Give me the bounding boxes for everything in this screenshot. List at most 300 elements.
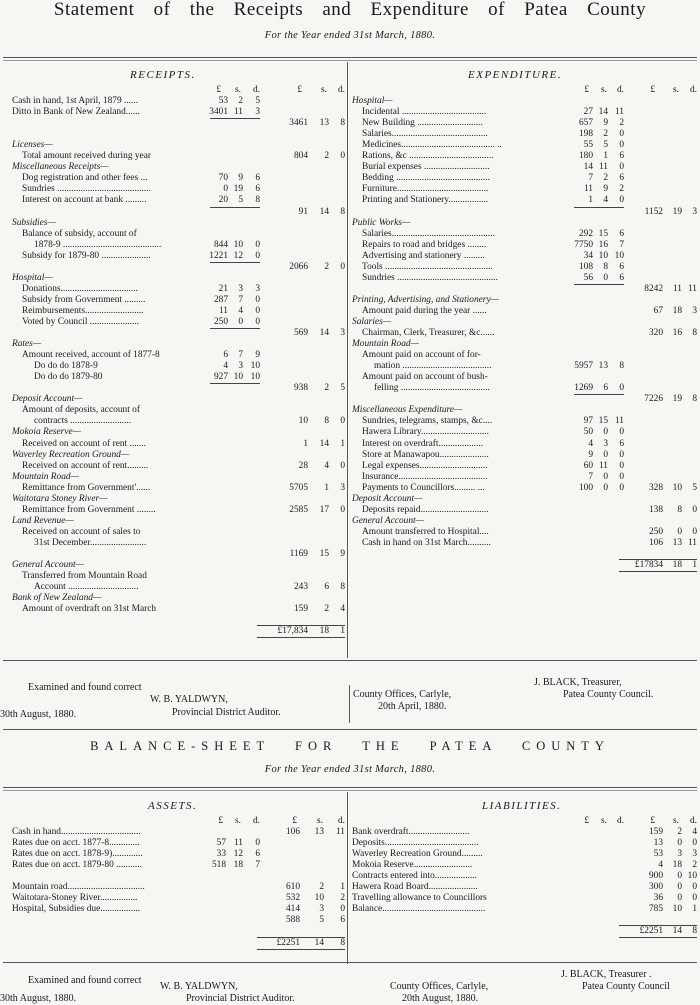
section-label: Mokoia Reserve— [12,427,81,438]
ledger-row [12,273,345,284]
amount-cell: 7 [588,471,593,482]
amount-cell: 532 [285,893,300,904]
section-label: Printing, Advertising, and Stationery— [352,294,499,305]
amount-cell: 10 [233,239,243,250]
ledger-row [352,450,697,461]
ledger-row [12,96,345,107]
amount-cell: 10 [233,372,243,383]
amount-cell: 159 [648,827,663,838]
currency-symbol: £ [650,85,655,95]
amount-cell: 11 [233,838,243,849]
amount-cell: 0 [255,250,260,261]
amount-cell: 4 [658,860,663,871]
amount-cell: 13 [319,118,329,129]
amount-cell: 0 [340,261,345,272]
ledger-row [12,107,345,118]
amount-cell: 1 [692,560,697,571]
row-label: Store at Manawapou..................... [362,449,489,460]
section-label: Land Revenue— [12,515,74,526]
amount-cell: 6 [255,184,260,195]
amount-cell: 804 [293,151,308,162]
subtotal-rule [574,284,624,285]
ledger-row [12,604,345,615]
ledger-row [12,195,345,206]
ledger-row [352,118,697,129]
row-label: Amount transferred to Hospital.... [362,526,489,537]
ledger-row [352,218,697,229]
page-subtitle: For the Year ended 31st March, 1880. [264,30,436,41]
section-label: General Account— [12,560,84,571]
currency-symbol: s. [673,816,679,826]
ledger-row [12,838,345,849]
amount-cell: 3 [255,283,260,294]
row-label: Total amount received during year [22,151,151,162]
amount-cell: 610 [285,882,300,893]
amount-cell: 10 [250,372,260,383]
currency-symbol: £ [216,85,221,95]
ledger-row [12,383,345,394]
amount-cell: 328 [648,482,663,493]
row-label: Incidental .................................... [362,107,487,118]
amount-cell: 11 [614,107,624,118]
ledger-row [352,516,697,527]
amount-cell: 3 [238,283,243,294]
currency-symbol: d. [616,85,624,95]
amount-cell: 14 [319,206,329,217]
amount-cell: 10 [314,893,324,904]
row-label: 31st December........................ [34,537,147,548]
amount-cell: 108 [578,261,593,272]
currency-symbol: £ [292,816,297,826]
ledger-row [12,893,345,904]
amount-cell: 10 [250,361,260,372]
subtotal-rule [210,118,260,119]
amount-cell: 18 [319,626,329,637]
page-title: Statement of the Receipts and Expenditure of Patea County [53,0,647,20]
ledger-row [12,483,345,494]
total-double-rule [257,637,345,638]
ledger-row [352,427,697,438]
ledger-row [12,849,345,860]
amount-cell: 53 [653,849,663,860]
ledger-row [12,339,345,350]
ledger-row [352,162,697,173]
amount-cell: 19 [672,206,682,217]
total-double-rule [619,937,697,938]
currency-symbol: d. [689,85,697,95]
amount-cell: 7226 [644,394,663,405]
ledger-row [12,372,345,383]
amount-cell: 55 [583,140,593,151]
row-label: Mokoia Reserve......................... [352,860,473,871]
bs-treasurer-title: Patea County Council [582,981,670,992]
amount-cell: 1169 [289,548,308,559]
bs-treasurer-name: J. BLACK, Treasurer . [561,969,652,980]
ledger-row [352,483,697,494]
ledger-row [12,240,345,251]
amount-cell: 5957 [574,361,593,372]
amount-cell: 8242 [644,283,663,294]
ledger-row [12,394,345,405]
amount-cell: 900 [648,871,663,882]
top-rule [3,57,697,58]
amount-cell: 2 [619,118,624,129]
ledger-row [352,251,697,262]
amount-cell: 0 [677,871,682,882]
bs-top-rule [3,787,697,788]
amount-cell: 938 [293,383,308,394]
currency-symbol: £ [650,816,655,826]
row-label: Deposits repaid............................. [362,504,489,515]
row-label: Interest on overdraft................... [362,438,484,449]
amount-cell: 180 [578,151,593,162]
amount-cell: 1 [692,904,697,915]
amount-cell: 8 [677,504,682,515]
currency-symbol: s. [673,85,679,95]
ledger-row [12,860,345,871]
ledger-row [12,882,345,893]
amount-cell: 12 [233,849,243,860]
ledger-row [12,229,345,240]
amount-cell: 6 [603,383,608,394]
bs-office-date: 20th August, 1880. [402,993,479,1004]
footer-rule [3,729,697,730]
amount-cell: 300 [648,882,663,893]
amount-cell: 1 [588,195,593,206]
amount-cell: 17 [319,504,329,515]
amount-cell: 8 [255,195,260,206]
ledger-row [12,361,345,372]
amount-cell: 13 [653,838,663,849]
amount-cell: 21 [218,283,228,294]
amount-cell: 16 [598,239,608,250]
amount-cell: 10 [672,482,682,493]
amount-cell: 4 [692,827,697,838]
amount-cell: 18 [233,860,243,871]
ledger-row [352,195,697,206]
amount-cell: 14 [319,328,329,339]
row-label: Remittance from Government'...... [22,482,151,493]
currency-symbol: d. [616,816,624,826]
amount-cell: 18 [672,560,682,571]
currency-header [352,816,697,827]
ledger-row [12,915,345,926]
row-label: Rates due on acct. 1877-8............. [12,838,140,849]
row-label: 1878-9 .......................................... [34,239,162,250]
ledger-row [12,140,345,151]
ledger-row [352,140,697,151]
amount-cell: 3 [340,328,345,339]
currency-symbol: s. [317,816,323,826]
amount-cell: 12 [233,250,243,261]
row-label: Hawera Library............................. [362,427,489,438]
total-row [12,626,345,637]
ledger-row [352,439,697,450]
amount-cell: 8 [340,582,345,593]
amount-cell: 0 [677,882,682,893]
amount-cell: 60 [583,460,593,471]
currency-symbol: s. [601,816,607,826]
section-label: Waverley Recreation Ground— [12,449,130,460]
row-label: Rates due on acct. 1879-80 ........... [12,860,142,871]
subtotal-rule [574,207,624,208]
row-label: Do do do 1878-9 [34,361,98,372]
top-rule-2 [3,60,697,61]
ledger-row [352,871,697,882]
currency-header [12,816,345,827]
row-label: Subsidy from Government ......... [22,294,146,305]
ledger-row [352,849,697,860]
amount-cell: 6 [619,272,624,283]
amount-cell: 0 [619,162,624,173]
row-label: contracts .......................... [34,416,132,427]
amount-cell: 0 [223,184,228,195]
amount-cell: £2251 [639,926,663,937]
row-label: Salaries............................................ [362,228,495,239]
expenditure-heading: EXPENDITURE. [468,69,563,81]
examined-text: Examined and found correct [28,682,142,693]
amount-cell: 11 [687,537,697,548]
row-label: Deposits........................................ [352,838,479,849]
amount-cell: 5 [340,383,345,394]
amount-cell: 11 [687,283,697,294]
currency-symbol: d. [337,816,345,826]
amount-cell: 3461 [289,118,308,129]
ledger-row [12,538,345,549]
ledger-row [12,516,345,527]
amount-cell: 414 [285,904,300,915]
amount-cell: 0 [677,838,682,849]
office-place: County Offices, Carlyle, [353,689,452,700]
amount-cell: 10 [672,904,682,915]
ledger-row [352,394,697,405]
subtotal-rule [210,262,260,263]
amount-cell: 7 [238,294,243,305]
row-label: Rations, &c .................................... [362,151,494,162]
ledger-row [352,405,697,416]
amount-cell: 14 [598,107,608,118]
amount-cell: 0 [255,294,260,305]
amount-cell: 13 [672,537,682,548]
currency-symbol: d. [252,816,260,826]
ledger-row [352,882,697,893]
ledger-row [352,350,697,361]
ledger-row [352,207,697,218]
ledger-row [12,450,345,461]
ledger-row [12,207,345,218]
section-label: Public Works— [352,217,411,228]
amount-cell: 0 [340,504,345,515]
currency-symbol: d. [337,85,345,95]
amount-cell: 0 [255,305,260,316]
section-label: Hospital— [12,272,53,283]
amount-cell: 11 [218,305,228,316]
amount-cell: 7 [619,239,624,250]
amount-cell: 8 [692,926,697,937]
total-rule [257,937,345,938]
amount-cell: 27 [583,107,593,118]
amount-cell: 0 [619,482,624,493]
amount-cell: 0 [619,195,624,206]
amount-cell: 11 [598,162,608,173]
subtotal-rule [210,328,260,329]
row-label: Cash in hand, 1st April, 1879 ...... [12,96,139,107]
row-label: Medicines........................................ .. [362,140,502,151]
amount-cell: 50 [583,427,593,438]
ledger-row [12,416,345,427]
amount-cell: 5705 [289,482,308,493]
amount-cell: 2 [319,882,324,893]
amount-cell: 9 [340,548,345,559]
row-label: Reimbursements......................... [22,305,144,316]
row-label: Amount of deposits, account of [22,405,140,416]
row-label: Voted by Council ..................... [22,316,140,327]
row-label: Remittance from Government ........ [22,504,156,515]
amount-cell: 7 [255,860,260,871]
amount-cell: 243 [293,582,308,593]
amount-cell: 6 [619,173,624,184]
ledger-row [12,582,345,593]
amount-cell: 3 [692,849,697,860]
section-label: Salaries— [352,316,392,327]
amount-cell: 2 [603,173,608,184]
amount-cell: 5 [319,915,324,926]
ledger-row [12,350,345,361]
amount-cell: 14 [314,937,324,948]
ledger-row [12,439,345,450]
amount-cell: 100 [578,482,593,493]
ledger-row [12,505,345,516]
expenditure-table [352,85,697,571]
row-label: Sundries ........................................ [22,184,151,195]
amount-cell: 11 [335,827,345,838]
amount-cell: 6 [619,438,624,449]
ledger-row [352,173,697,184]
amount-cell: 2 [324,151,329,162]
office-date: 20th April, 1880. [378,701,447,712]
row-label: Sundries ........................................... [362,272,498,283]
amount-cell: 0 [340,460,345,471]
amount-cell: 0 [340,904,345,915]
amount-cell: 0 [603,427,608,438]
row-label: Hospital, Subsidies due................. [12,904,141,915]
amount-cell: 2585 [289,504,308,515]
amount-cell: 3 [238,361,243,372]
ledger-row [12,317,345,328]
amount-cell: 15 [319,548,329,559]
ledger-row [352,838,697,849]
amount-cell: 0 [340,416,345,427]
ledger-row [352,527,697,538]
currency-symbol: £ [218,816,223,826]
ledger-row [352,538,697,549]
ledger-row [352,860,697,871]
amount-cell: 0 [619,471,624,482]
amount-cell: 1 [603,151,608,162]
amount-cell: 159 [293,604,308,615]
amount-cell: 7 [238,350,243,361]
amount-cell: 0 [619,460,624,471]
ledger-row [352,107,697,118]
amount-cell: 927 [213,372,228,383]
ledger-row [352,904,697,915]
amount-cell: 28 [298,460,308,471]
amount-cell: 4 [223,361,228,372]
amount-cell: 2066 [289,261,308,272]
ledger-row [352,129,697,140]
amount-cell: 0 [603,272,608,283]
amount-cell: 3 [319,904,324,915]
row-label: Received on account of rent......... [22,460,149,471]
row-label: Printing and Stationery................. [362,195,489,206]
amount-cell: 6 [255,849,260,860]
row-label: felling ...................................... [374,383,490,394]
currency-symbol: d. [689,816,697,826]
amount-cell: 18 [672,305,682,316]
row-label: Travelling allowance to Councillors [352,893,487,904]
section-label: Miscellaneous Receipts— [12,162,109,173]
subtotal-rule [574,394,624,395]
amount-cell: 2 [603,129,608,140]
amount-cell: 785 [648,904,663,915]
section-label: Bank of New Zealand— [12,593,102,604]
amount-cell: 292 [578,228,593,239]
amount-cell: 7750 [574,239,593,250]
ledger-row [12,173,345,184]
row-label: Burial expenses ............................ [362,162,490,173]
ledger-row [12,306,345,317]
subtotal-rule [210,383,260,384]
ledger-row [352,827,697,838]
amount-cell: 67 [653,305,663,316]
section-label: General Account— [352,515,424,526]
amount-cell: 0 [692,526,697,537]
amount-cell: 8 [340,937,345,948]
row-label: Amount paid on account of bush- [362,372,488,383]
amount-cell: 3 [692,305,697,316]
amount-cell: 10 [614,250,624,261]
amount-cell: 0 [677,526,682,537]
amount-cell: 0 [619,383,624,394]
row-label: Payments to Councillors......... ... [362,482,485,493]
amount-cell: 19 [233,184,243,195]
row-label: Hawera Road Board..................... [352,882,478,893]
amount-cell: 14 [583,162,593,173]
row-label: Mountain road................................. [12,882,145,893]
amount-cell: 11 [583,184,593,195]
amount-cell: £17,834 [277,626,308,637]
ledger-row [352,96,697,107]
ledger-row [12,151,345,162]
row-label: Cash in hand.................................. [12,827,141,838]
row-label: Balance............................................ [352,904,486,915]
amount-cell: 0 [603,449,608,460]
ledger-row [12,184,345,195]
amount-cell: 6 [324,582,329,593]
amount-cell: 8 [603,261,608,272]
assets-heading: ASSETS. [148,800,198,812]
ledger-row [352,328,697,339]
currency-symbol: s. [601,85,607,95]
subtotal-rule [210,207,260,208]
ledger-row [352,317,697,328]
ledger-row [12,251,345,262]
ledger-row [12,593,345,604]
currency-symbol: £ [297,85,302,95]
bs-office-place: County Offices, Carlyle, [390,981,489,992]
amount-cell: 6 [340,915,345,926]
section-label: Hospital— [352,96,393,107]
